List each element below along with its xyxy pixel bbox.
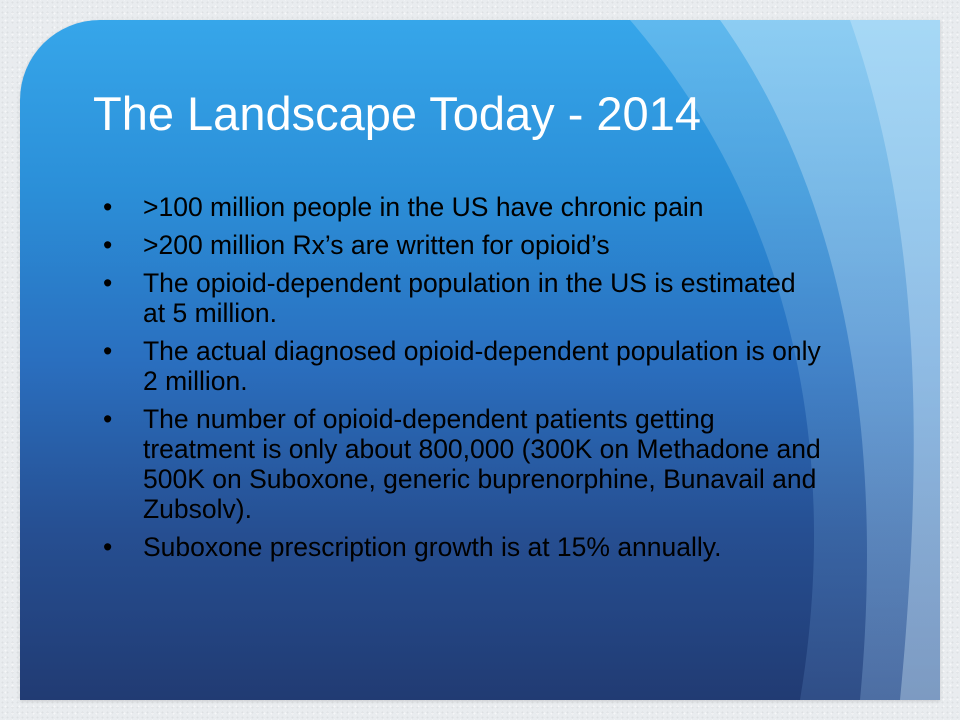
bullet-text: >100 million people in the US have chronic pain [143, 192, 704, 222]
bullet-dot-icon: • [103, 404, 113, 434]
bullet-dot-icon: • [103, 192, 113, 222]
bullet-item-4 [103, 336, 823, 396]
bullet-list [103, 192, 823, 570]
slide-panel [20, 20, 940, 700]
bullet-text: The actual diagnosed opioid-dependent population is only 2 million. [143, 336, 821, 396]
bullet-dot-icon: • [103, 336, 113, 366]
bullet-dot-icon: • [103, 230, 113, 260]
bullet-text: The number of opioid-dependent patients getting treatment is only about 800,000 (300K on Methadone and 500K on Suboxone, generic buprenorphine, Bunavail and Zubsolv). [143, 404, 821, 524]
bullet-item-2 [103, 230, 823, 260]
bullet-text: >200 million Rx’s are written for opioid’s [143, 230, 610, 260]
bullet-text: Suboxone prescription growth is at 15% annually. [143, 532, 722, 562]
bullet-item-6 [103, 532, 823, 562]
bullet-item-3 [103, 268, 823, 328]
bullet-item-1 [103, 192, 823, 222]
bullet-item-5 [103, 404, 823, 524]
bullet-dot-icon: • [103, 268, 113, 298]
slide-title: The Landscape Today - 2014 [93, 87, 701, 140]
bullet-dot-icon: • [103, 532, 113, 562]
bullet-text: The opioid-dependent population in the US is estimated at 5 million. [143, 268, 796, 328]
